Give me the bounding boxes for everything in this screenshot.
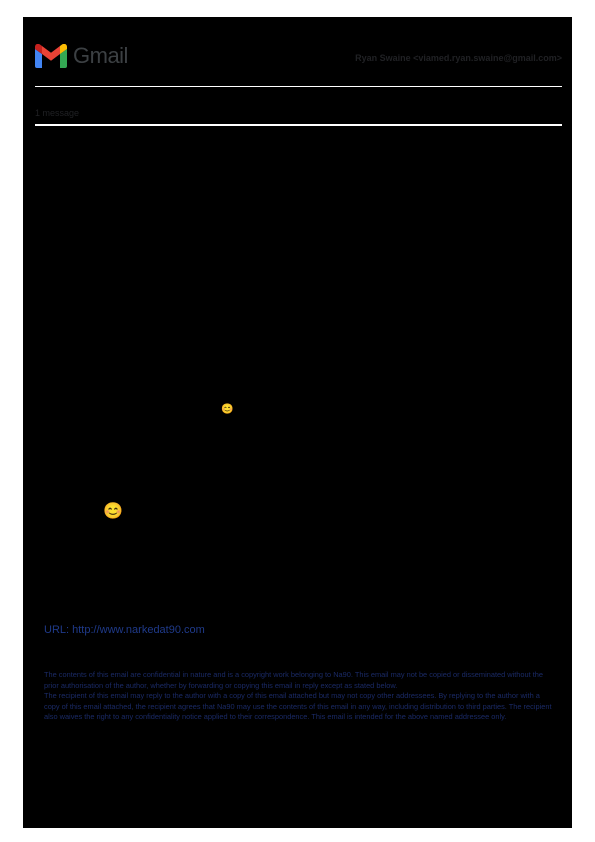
url-line <box>44 624 205 636</box>
disclaimer-paragraph-2: The recipient of this email may reply to the author with a copy of this email attached but may not copy other addressees. By replying to the author with a copy of this email attached, the recipient agrees that Na90 may use the contents of this email in any way, including distribution to third parties. The recipient also waives the right to any confidentiality notice applied to their correspondence. This email is intended for the above named addressee only. <box>44 691 552 722</box>
thread-divider <box>35 124 562 126</box>
message-count: 1 message <box>35 108 80 118</box>
smiling-face-emoji-small: 😊 <box>221 404 234 415</box>
disclaimer-paragraph-1: The contents of this email are confidential in nature and is a copyright work belonging to Na90. This email may not be copied or disseminated without the prior authorisation of the author, whether by forwarding or copying this email in reply except as stated below. <box>44 670 544 690</box>
gmail-wordmark: Gmail <box>73 43 128 68</box>
confidentiality-disclaimer <box>44 670 552 723</box>
url-label: URL: <box>44 624 73 636</box>
website-link[interactable]: http://www.narkedat90.com <box>72 624 205 636</box>
email-header <box>35 43 562 73</box>
email-print-page <box>23 17 572 828</box>
sender-address: Ryan Swaine <viamed.ryan.swaine@gmail.com> <box>355 53 562 63</box>
gmail-logo <box>35 43 128 69</box>
gmail-m-icon <box>35 44 67 68</box>
smiling-face-emoji-large: 😊 <box>103 503 123 520</box>
header-divider <box>35 86 562 87</box>
